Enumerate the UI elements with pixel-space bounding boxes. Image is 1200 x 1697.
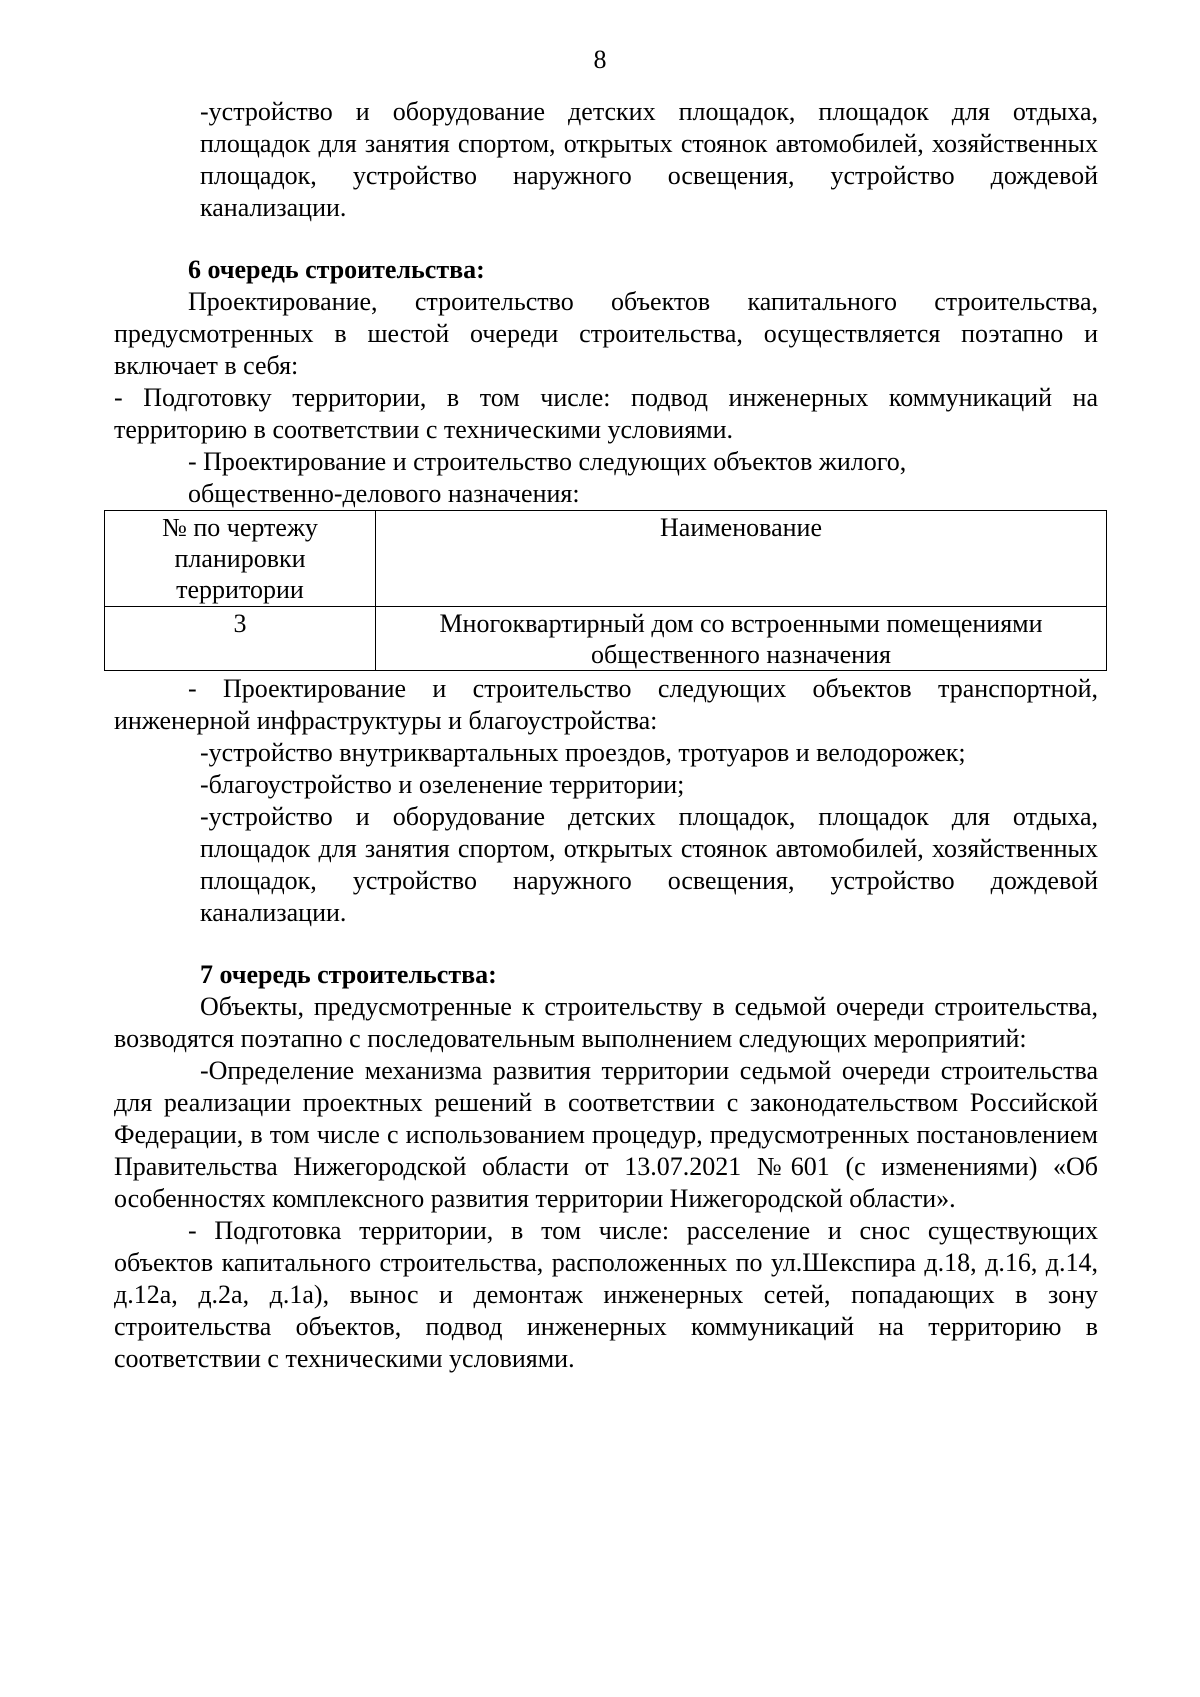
section6-heading: 6 очередь строительства: (188, 255, 485, 284)
objects-table (104, 510, 1107, 671)
table-header-name: Наименование (376, 511, 1107, 607)
table-cell-number: 3 (105, 607, 376, 671)
body-text (114, 96, 1098, 1375)
section6-design-residential-line2: общественно-делового назначения: (188, 479, 580, 508)
list-item: -устройство и оборудование детских площадок, площадок для отдыха, площадок для занятия спортом, открытых стоянок автомобилей, хозяйственных площадок, устройство наружного освещения, устройство дождевой канализации. (200, 802, 1098, 927)
table-row (105, 607, 1107, 671)
table-cell-name: Многоквартирный дом со встроенными помещениями общественного назначения (376, 607, 1107, 671)
section6-design-residential-line1: - Проектирование и строительство следующих объектов жилого, (188, 447, 907, 476)
section6-intro: Проектирование, строительство объектов капитального строительства, предусмотренных в шестой очереди строительства, осуществляется поэтапно и включает в себя: (114, 287, 1098, 380)
section7-mechanism: -Определение механизма развития территории седьмой очереди строительства для реализации проектных решений в соответствии с законодательством Российской Федерации, в том числе с использованием процедур, предусмотренных постановлением Правительства Нижегородской области от 13.07.2021 №601 (с изменениями) «Об особенностях комплексного развития территории Нижегородской области». (114, 1056, 1098, 1213)
table-header-row (105, 511, 1107, 607)
list-item: -благоустройство и озеленение территории; (200, 770, 685, 799)
page-number: 8 (593, 45, 607, 74)
list-item: -устройство внутриквартальных проездов, тротуаров и велодорожек; (200, 738, 966, 767)
section6-prep: - Подготовку территории, в том числе: подвод инженерных коммуникаций на территорию в соответствии с техническими условиями. (114, 383, 1098, 444)
section7-prep: - Подготовка территории, в том числе: расселение и снос существующих объектов капитального строительства, расположенных по ул.Шекспира д.18, д.16, д.14, д.12а, д.2а, д.1а), вынос и демонтаж инженерных сетей, попадающих в зону строительства объектов, подвод инженерных коммуникаций на территорию в соответствии с техническими условиями. (114, 1216, 1098, 1373)
section7-heading: 7 очередь строительства: (200, 960, 497, 989)
table-header-number: № по чертежу планировки территории (105, 511, 376, 607)
section7-intro: Объекты, предусмотренные к строительству в седьмой очереди строительства, возводятся поэтапно с последовательным выполнением следующих мероприятий: (114, 992, 1098, 1053)
top-list-item: -устройство и оборудование детских площадок, площадок для отдыха, площадок для занятия спортом, открытых стоянок автомобилей, хозяйственных площадок, устройство наружного освещения, устройство дождевой канализации. (200, 97, 1098, 222)
section6-design-infra: - Проектирование и строительство следующих объектов транспортной, инженерной инфраструктуры и благоустройства: (114, 674, 1098, 735)
